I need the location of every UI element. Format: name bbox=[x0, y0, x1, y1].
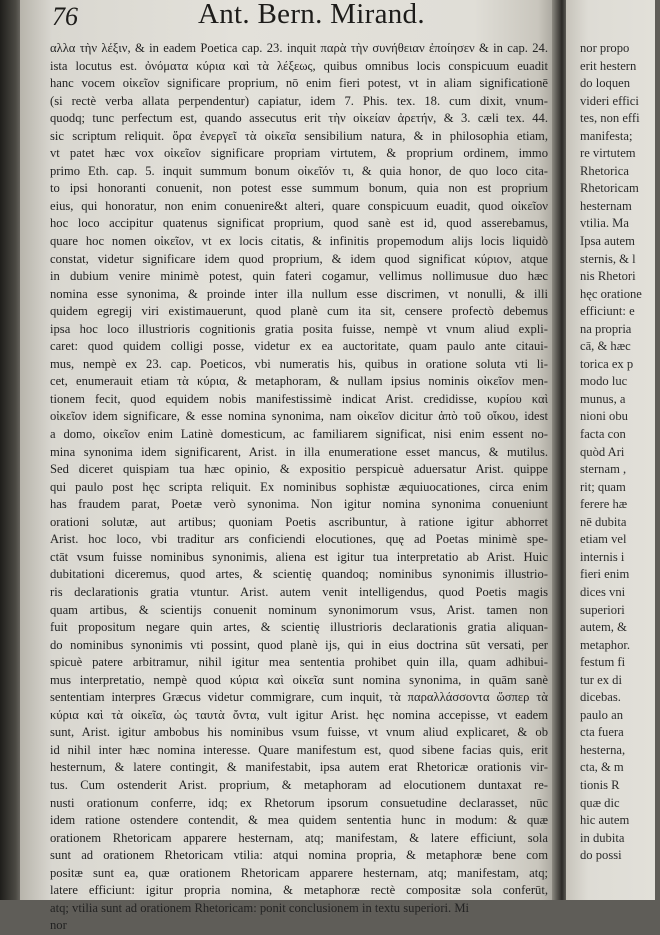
page-number: 76 bbox=[52, 2, 78, 31]
right-page-text-line: erit hestern bbox=[580, 58, 637, 73]
text-line: qui paulo post hęc scripta reliquit. Ex nominibus sophistæ æquiuocationes, circa enim bbox=[50, 479, 548, 494]
right-page bbox=[566, 0, 655, 900]
text-line: hoc loco accipitur quatenus significat proprium, quod sanè est id, quod asserebamus, bbox=[50, 216, 548, 231]
right-page-text-line: nor propo bbox=[580, 41, 630, 55]
text-line: ctāt vsum fuisse nominibus synonimis, aliena est igitur tua interpretatio ab Arist. Huic bbox=[50, 549, 548, 564]
right-page-text-line: cta, & m bbox=[580, 760, 624, 775]
page-header bbox=[40, 0, 540, 40]
right-page-text-line: manifesta; bbox=[580, 128, 633, 143]
text-line: orationi solutæ, aut artibus; quoniam Poetis ascribuntur, à ratione igitur abhorret bbox=[50, 514, 548, 529]
text-line: in dubium venire minimè potest, quin fateri cogamur, vellimus nollimusue duo hæc bbox=[50, 269, 548, 284]
text-line: constat, videtur significare idem quod proprium, & idem quod significat κύριον, atque bbox=[50, 251, 548, 266]
text-line: quam artibus, & scientijs conuenit nominum synonimorum vsus, Arist. tamen non bbox=[50, 602, 548, 617]
right-page-text-line: nis Rhetori bbox=[580, 269, 636, 284]
text-line: primo Eth. cap. 5. inquit summum bonum οἰκεῖόν τι, & quia honor, de quo loco cita- bbox=[50, 163, 548, 178]
right-page-text-line: hic autem bbox=[580, 813, 630, 828]
right-page-text-line: Rhetoricam bbox=[580, 181, 639, 196]
text-line: οἰκεῖον idem significare, & esse nomina synonima, nam οἰκεῖον dicitur ἀπὸ τοῦ οἴκου, idest bbox=[50, 409, 548, 424]
right-page-text-line: festum fi bbox=[580, 655, 626, 670]
text-line: vt patet hæc vox οἰκεῖον significare propriam virtutem, & proprium ordinem, immo bbox=[50, 146, 548, 161]
text-line: ista locutus est. ὀνόματα κύρια καὶ τὰ λέξεως, quibus omnibus locis conspicuum euadit bbox=[50, 58, 548, 73]
text-line: spicuè patere arbitramur, nihil igitur mea sententia prohibet quin illa, quam adhibui- bbox=[50, 655, 548, 670]
right-page-text-line: quæ dic bbox=[580, 795, 620, 810]
right-page-text-line: cta fuera bbox=[580, 725, 624, 740]
text-line: do nominibus synonimis vti possint, quod planè ijs, qui in eius doctrina sūt versati, per bbox=[50, 637, 548, 652]
text-line: hesternum, & latere contingit, & manifestabit, ipsa autem erat Rhetoricæ orationis vir- bbox=[50, 760, 548, 775]
right-page-text-line: superiori bbox=[580, 602, 625, 617]
right-page-text-line: sternis, & l bbox=[580, 251, 636, 266]
text-line: caret: quod quidem colligi posse, videtur ex ea auctoritate, quam paulo ante citaui- bbox=[50, 339, 548, 354]
right-page-body-text bbox=[580, 40, 660, 865]
right-page-text-line: re virtutem bbox=[580, 146, 636, 161]
right-page-text-line: videri effici bbox=[580, 93, 639, 108]
text-line: sententiam interpres Græcus videtur commigrare, cum inquit, τὰ παραλλάσσοντα ὥσπερ τὰ bbox=[50, 690, 548, 705]
right-page-text-line: in dubita bbox=[580, 830, 625, 845]
text-line: sunt ad orationem Rhetoricam vtilia: atqui nomina propria, & metaphoræ bene com bbox=[50, 848, 548, 863]
running-title: Ant. Bern. Mirand. bbox=[198, 0, 425, 30]
text-line: cet, enumerauit etiam τὰ κύρια, & metaphoram, & nullam ipsius nominis οἰκεῖον men- bbox=[50, 374, 548, 389]
right-page-text-line: quòd Ari bbox=[580, 444, 625, 459]
right-page-text-line: hęc oratione bbox=[580, 286, 642, 301]
right-page-text-line: tur ex di bbox=[580, 672, 622, 687]
text-line: κύρια καὶ τὰ οἰκεῖα, ὡς ταυτὰ ὄντα, vult igitur Arist. hęc nomina accepisse, vt eadem bbox=[50, 707, 548, 722]
text-line: has fraudem parat, Poetæ verò synonima. Non igitur nomina synonima conueniunt bbox=[50, 497, 548, 512]
text-line: fuit propositum negare quin artes, & scientię illustrioris declarationis gratia aliquan- bbox=[50, 620, 548, 635]
right-page-text-line: cā, & hæc bbox=[580, 339, 631, 354]
right-page-text-line: nē dubita bbox=[580, 514, 627, 529]
text-line: nor bbox=[50, 918, 67, 933]
right-page-text-line: nioni obu bbox=[580, 409, 628, 424]
left-page bbox=[20, 0, 554, 933]
right-page-text-line: facta con bbox=[580, 427, 626, 442]
right-page-text-line: Rhetorica bbox=[580, 163, 629, 178]
text-line: dubitationi diceremus, quod artes, & scientię quandoq; nominibus synonimis illustrio- bbox=[50, 567, 548, 582]
right-page-text-line: autem, & bbox=[580, 620, 627, 635]
right-page-text-line: rit; quam bbox=[580, 479, 626, 494]
text-line: (si rectè verba allata perpendentur) capiatur, idem 7. Phis. tex. 18. cum dixit, vnum- bbox=[50, 93, 548, 108]
text-line: mina synonima idem significarent, Arist. in illa enumeratione esset mancus, & mutilus. bbox=[50, 444, 548, 459]
right-page-text-line: efficiunt: e bbox=[580, 304, 635, 319]
right-page-text-line: Ipsa autem bbox=[580, 234, 635, 249]
text-line: hanc vocem οἰκεῖον significare proprium, nō enim fieri potest, vt in aliam significationē bbox=[50, 76, 548, 91]
right-page-text-line: internis i bbox=[580, 549, 625, 564]
text-line: atq; vtilia sunt ad orationem Rhetoricam: ponit conclusionem in textu superiori. Mi bbox=[50, 900, 470, 915]
right-page-text-line: tionis R bbox=[580, 777, 620, 792]
right-page-text-line: do possi bbox=[580, 848, 622, 863]
right-page-text-line: ferere hæ bbox=[580, 497, 628, 512]
text-line: sunt, Arist. igitur ambobus his nominibus vsum fuisse, vt vnum aliud explicaret, & ob bbox=[50, 725, 548, 740]
right-page-text-line: fieri enim bbox=[580, 567, 630, 582]
right-page-text-line: dicebas. bbox=[580, 690, 621, 705]
right-page-text-line: tes, non effi bbox=[580, 111, 640, 126]
text-line: ipsa hoc loco illustrioris cognitionis gratia posita fuisse, nempè vt vnum aliud expli- bbox=[50, 321, 548, 336]
text-line: quidem egregij viri existimauerunt, quod planè cum ita sit, censere profectò debemus bbox=[50, 304, 548, 319]
right-page-text-line: hesterna, bbox=[580, 742, 626, 757]
text-line: quodq; tunc perfectum est, quando assecutus erit τὴν οἰκείαν ἀρετήν, & 3. cæli tex. 44. bbox=[50, 111, 548, 126]
text-line: orationem Rhetoricam apparere hesternam, atq; manifestam, & latere efficiunt, sola bbox=[50, 830, 548, 845]
text-line: αλλα τὴν λέξιν, & in eadem Poetica cap. 23. inquit παρὰ τὴν συνήθειαν ἐποίησεν & in cap. 24. bbox=[50, 41, 548, 55]
text-line: eius, qui honoratur, non enim conuenire&t alteri, quare conspicuum euadit, quod οἰκεῖον bbox=[50, 198, 548, 213]
text-line: a domo, οἰκεῖον enim Latinè domesticum, ac familiarem significat, nisi enim essent no- bbox=[50, 427, 548, 442]
text-line: nusti orationum conferre, idq; ex Rhetorum ipsorum consuetudine declarasset, nūc bbox=[50, 795, 548, 810]
text-line: mus, nempè ex 23. cap. Poeticos, vbi numeratis his, quibus in oratione soluta vti li- bbox=[50, 356, 548, 371]
right-page-text-line: hesternam bbox=[580, 198, 632, 213]
right-page-text-line: na propria bbox=[580, 321, 632, 336]
left-page-body-text bbox=[50, 40, 548, 935]
text-line: ris declarationis gratia vtuntur. Arist. autem venit intelligendus, quod Poetis magis bbox=[50, 584, 548, 599]
text-line: to ipsi honoranti conuenit, non potest esse summum bonum, quia non est proprium bbox=[50, 181, 548, 196]
right-page-text-line: munus, a bbox=[580, 391, 626, 406]
text-line: idem ratione ostendere contendit, & mea quidem sententia hunc in modum: & quæ bbox=[50, 813, 548, 828]
text-line: tionem fecit, quod equidem nobis manifestissimè indicat Arist. credidisse, κυρίου καὶ bbox=[50, 391, 548, 406]
right-page-text-line: dices vni bbox=[580, 584, 626, 599]
text-line: Sed diceret quispiam tua hæc opinio, & expositio perspicuè aduersatur Arist. quippe bbox=[50, 462, 548, 477]
right-page-text-line: sternam , bbox=[580, 462, 627, 477]
text-line: nomina esse synonima, & proinde inter illa nullum esse discrimen, vt nonulli, & illi bbox=[50, 286, 548, 301]
right-page-text-line: modo luc bbox=[580, 374, 628, 389]
text-line: tus. Cum ostenderit Arist. proprium, & metaphoram ad elocutionem duntaxat re- bbox=[50, 777, 548, 792]
right-page-text-line: paulo an bbox=[580, 707, 624, 722]
text-line: id nihil inter hæc nomina interesse. Quare manifestum est, quod sibene facias quis, erit bbox=[50, 742, 548, 757]
right-page-text-line: metaphor. bbox=[580, 637, 631, 652]
text-line: Arist. hoc loco, vbi traditur ars conficiendi elocutiones, quę ad Poetas minimè spe- bbox=[50, 532, 548, 547]
text-line: sic scriptum reliquit. ὅρα ἐνεργεῖ τὰ οἰκεῖα sensibilium natura, & in philosophia etiam, bbox=[50, 128, 548, 143]
text-line: positæ sunt ea, quæ orationem Rhetoricam apparere hesternam, atq; manifestam, atq; bbox=[50, 865, 548, 880]
text-line: latere efficiunt: igitur propria nomina, & metaphoræ rectè compositæ sola conferūt, bbox=[50, 883, 548, 898]
right-page-text-line: vtilia. Ma bbox=[580, 216, 629, 231]
text-line: mus interpretatio, nempè quod κύρια καὶ οἰκεῖα sunt nomina synonima, in quām sanè bbox=[50, 672, 548, 687]
text-line: quare hoc nomen οἰκεῖον, vt ex locis citatis, & infinitis propemodum alijs locis liquidò bbox=[50, 234, 548, 249]
right-page-text-line: torica ex p bbox=[580, 356, 634, 371]
right-page-text-line: do loquen bbox=[580, 76, 631, 91]
right-page-text-line: etiam vel bbox=[580, 532, 627, 547]
